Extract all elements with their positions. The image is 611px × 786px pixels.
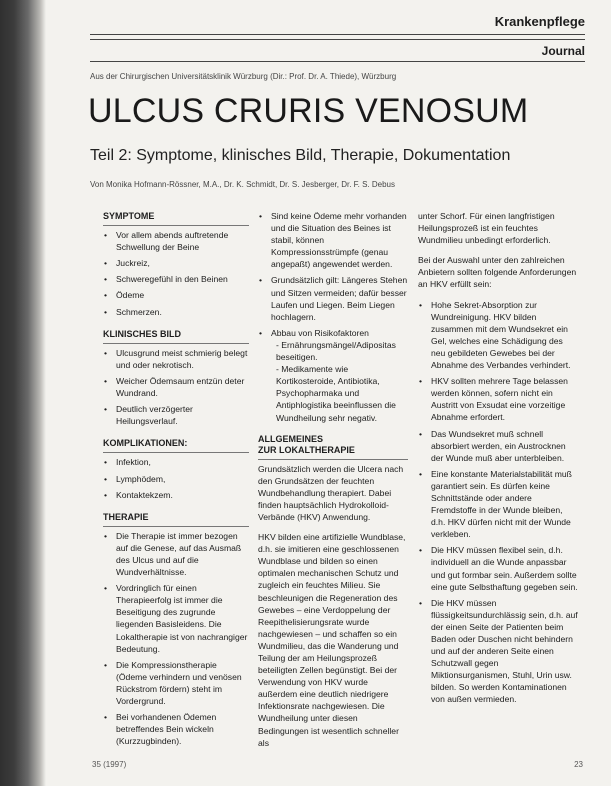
footer-page-number: 23 [574,760,583,769]
journal-name: Journal [541,44,585,58]
authors-line: Von Monika Hofmann-Rössner, M.A., Dr. K. Schmidt, Dr. S. Jesberger, Dr. F. S. Debus [90,180,396,189]
list-item: • Eine konstante Materialstabilität muß garantiert sein. Es dürfen keine Schnittstände oder andere Fremdstoffe in der Wunde bleiben, d.h. HKV dürfen nicht mit der Wunde verkleben. [419,468,572,540]
page-binding-shadow [0,0,46,786]
heading-klinisches-bild: KLINISCHES BILD [103,328,249,344]
column-1 [103,210,249,757]
heading-komplikationen: KOMPLIKATIONEN: [103,437,249,453]
list-item: • Schmerzen. [104,306,162,317]
list-item: • Bei vorhandenen Ödemen betreffendes Bein wickeln (Kurzzugbinden). [104,712,217,747]
list-item: • Vordringlich für einen Therapieerfolg ist immer die Beseitigung des zugrunde liegenden Basisleidens. Die Lokaltherapie ist von nachrangiger Bedeutung. [104,583,248,654]
header-rule-bottom [90,39,585,40]
footer-volume: 35 (1997) [92,760,127,769]
list-item: • Die Kompressionstherapie (Ödeme verhindern und venösen Rückstrom fördern) steht im Vordergrund. [104,659,242,706]
anforderungen-list [418,299,578,706]
paragraph: Grundsätzlich werden die Ulcera nach den Grundsätzen der feuchten Wundbehandlung therapiert. Dabei finden hauptsächlich Hydrokolloid-Verbände (HKV) Anwendung. [258,463,404,522]
paragraph: HKV bilden eine artifizielle Wundblase, d.h. sie imitieren eine geschlossenen Wundblase und bilden so einen optimalen mechanischen Schutz und zugleich ein feuchtes Milieu. Sie beschleunigen die Regeneration des Gewebes – eine Verdoppelung der Reepithelisierungsrate wurde nachgewiesen – und schaffen so ein Wundmilieu, das die Wanderung und Teilung der am Heilungsprozeß beteiligten Zellen begünstigt. Bei der Verwendung von HKV wurde außerdem eine deutlich niedrigere Infektionsrate nachgewiesen. Die Wundheilung unter diesen Bedingungen ist wesentlich schneller als [258,532,406,748]
list-item: • Vor allem abends auftretende Schwellung der Beine [104,230,229,253]
sub-item: - Medikamente wie Kortikosteroide, Antibiotika, Psychopharmaka und Antiphlogistika beeinflussen die Wundheilung sehr negativ. [276,364,396,423]
komplikationen-list [103,456,249,500]
list-item: • Grundsätzlich gilt: Längeres Stehen und Sitzen vermeiden; dafür besser Laufen und Liegen. Beim Liegen hochlagern. [259,275,408,322]
list-item: • Die HKV müssen flüssigkeitsundurchlässig sein, d.h. auf der einen Seite der Patienten beim Baden oder Duschen nicht behindern und auf der anderen Seite einen Schutzwall gegen Miktionsurganismen, Stuhl, Urin usw. bilden. So werden Kontaminationen von außen vermieden. [419,597,578,705]
list-item: • Kontaktekzem. [104,489,173,500]
list-item: • Ulcusgrund meist schmierig belegt und oder nekrotisch. [104,347,248,370]
list-item: • Hohe Sekret-Absorption zur Wundreinigung. HKV bilden zusammen mit dem Wundsekret ein Gel, welches eine Schädigung des neu gebildeten Gewebes bei der Abnahme des Verbandes verhindert. [419,299,571,371]
heading-symptome: SYMPTOME [103,210,249,226]
list-item: • Die HKV müssen flexibel sein, d.h. individuell an die Wunde anpassbar und gut formbar sein. Außerdem sollte eine gute Selbsthaftung gegeben sein. [419,545,578,592]
therapie-continued-list [258,210,408,424]
section-name: Krankenpflege [494,14,585,29]
list-item: • Weicher Ödemsaum entzün deter Wundrand. [104,375,245,399]
list-item: • Infektion, [104,457,151,468]
list-item: • HKV sollten mehrere Tage belassen werden können, sofern nicht ein Austritt von Exsudat eine vorzeitige Abnahme erfordert. [419,376,568,423]
header-rule-top [90,34,585,35]
heading-therapie: THERAPIE [103,511,249,527]
article-title: ULCUS CRURIS VENOSUM [88,92,529,130]
list-item: • Schweregefühl in den Beinen [104,274,228,285]
affiliation: Aus der Chirurgischen Universitätsklinik Würzburg (Dir.: Prof. Dr. A. Thiede), Würzburg [90,72,397,81]
list-item: • Lymphödem, [104,473,166,484]
symptome-list [103,229,249,318]
list-item: • Sind keine Ödeme mehr vorhanden und die Situation des Beines ist stabil, können Kompressionsstrümpfe (genau angepaßt) angewendet werden. [259,211,407,270]
article-subtitle: Teil 2: Symptome, klinisches Bild, Therapie, Dokumentation [90,147,511,164]
list-item: • Deutlich verzögerter Heilungsverlauf. [104,404,193,427]
therapie-list [103,530,249,748]
list-item: • Die Therapie ist immer bezogen auf die Genese, auf das Ausmaß des Ulcus und auf die Wundverhältnisse. [104,530,242,578]
list-item: • Das Wundsekret muß schnell absorbiert werden, ein Austrocknen der Wunde muß aber unterbleiben. [419,428,566,463]
paragraph: unter Schorf. Für einen langfristigen Heilungsprozeß ist ein feuchtes Wundmilieu unbedingt erforderlich. [418,211,555,246]
column-3 [418,210,578,716]
header-rule-journal [90,61,585,62]
heading-lokaltherapie: ALLGEMEINES ZUR LOKALTHERAPIE [258,434,408,460]
sub-item: - Ernährungsmängel/Adipositas beseitigen. [276,339,396,363]
list-item: • Juckreiz, [104,258,150,269]
list-item: • Abbau von Risikofaktoren - Ernährungsmängel/Adipositas beseitigen. - Medikamente wie Kortikosteroide, Antibiotika, Psychopharmaka und Antiphlogistika beeinflussen die Wundheilung sehr negativ. [258,327,408,424]
paragraph: Bei der Auswahl unter den zahlreichen Anbietern sollten folgende Anforderungen an HKV erfüllt sein: [418,255,577,290]
klinisch-list [103,347,249,428]
list-item: • Ödeme [104,290,145,301]
column-2 [258,210,408,757]
